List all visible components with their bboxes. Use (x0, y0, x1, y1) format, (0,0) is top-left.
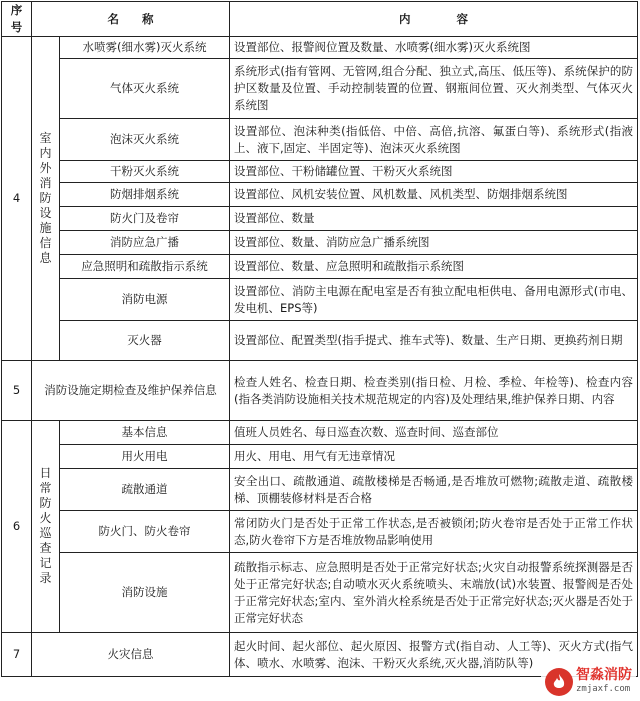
item-name: 疏散通道 (60, 469, 230, 511)
table-row (2, 207, 638, 231)
table-row (2, 445, 638, 469)
item-name: 消防设施定期检查及维护保养信息 (32, 361, 230, 421)
item-name: 泡沫灭火系统 (60, 119, 230, 161)
watermark (541, 667, 636, 697)
row-no: 6 (2, 421, 32, 633)
item-content: 检查人姓名、检查日期、检查类别(指日检、月检、季检、年检等)、检查内容(指各类消防设施相关技术规范规定的内容)及处理结果,维护保养日期、内容 (230, 361, 638, 421)
fire-info-table (1, 1, 638, 677)
table-row (2, 59, 638, 119)
table-row (2, 469, 638, 511)
table-header-row (2, 2, 638, 37)
item-name: 干粉灭火系统 (60, 161, 230, 183)
item-content: 起火时间、起火部位、起火原因、报警方式(指自动、人工等)、灭火方式(指气体、喷水、水喷雾、泡沫、干粉灭火系统,灭火器,消防队等) (230, 633, 638, 677)
item-name: 用火用电 (60, 445, 230, 469)
flame-icon (545, 668, 573, 696)
item-name: 应急照明和疏散指示系统 (60, 255, 230, 279)
table-row (2, 511, 638, 553)
table-row (2, 361, 638, 421)
table-row (2, 553, 638, 633)
header-no: 序号 (2, 2, 32, 37)
header-name: 名 称 (32, 2, 230, 37)
item-content: 常闭防火门是否处于正常工作状态,是否被锁闭;防火卷帘是否处于正常工作状态,防火卷帘下方是否堆放物品影响使用 (230, 511, 638, 553)
item-name: 消防设施 (60, 553, 230, 633)
item-content: 安全出口、疏散通道、疏散楼梯是否畅通,是否堆放可燃物;疏散走道、疏散楼梯、顶棚装修材料是否合格 (230, 469, 638, 511)
category-label: 室内外消防设施信息 (39, 130, 52, 265)
item-content: 设置部位、数量 (230, 207, 638, 231)
item-content: 设置部位、数量、应急照明和疏散指示系统图 (230, 255, 638, 279)
row-no: 7 (2, 633, 32, 677)
row-no: 5 (2, 361, 32, 421)
table-row (2, 255, 638, 279)
item-content: 设置部位、干粉储罐位置、干粉灭火系统图 (230, 161, 638, 183)
category-label: 日常防火巡查记录 (39, 466, 52, 585)
item-content: 设置部位、报警阀位置及数量、水喷雾(细水雾)灭火系统图 (230, 37, 638, 59)
table-row (2, 231, 638, 255)
watermark-title: 智淼消防 (576, 667, 632, 683)
watermark-url: zmjaxf.com (576, 684, 631, 694)
item-name: 基本信息 (60, 421, 230, 445)
table-row (2, 183, 638, 207)
item-content: 系统形式(指有管网、无管网,组合分配、独立式,高压、低压等)、系统保护的防护区数量及位置、手动控制装置的位置、钢瓶间位置、灭火剂类型、气体灭火系统图 (230, 59, 638, 119)
table-row (2, 321, 638, 361)
item-name: 水喷雾(细水雾)灭火系统 (60, 37, 230, 59)
item-name: 防火门、防火卷帘 (60, 511, 230, 553)
item-name: 防烟排烟系统 (60, 183, 230, 207)
item-name: 火灾信息 (32, 633, 230, 677)
header-content: 内 容 (230, 2, 638, 37)
item-content: 设置部位、数量、消防应急广播系统图 (230, 231, 638, 255)
item-name: 消防应急广播 (60, 231, 230, 255)
item-content: 设置部位、配置类型(指手提式、推车式等)、数量、生产日期、更换药剂日期 (230, 321, 638, 361)
table-row (2, 119, 638, 161)
item-content: 设置部位、消防主电源在配电室是否有独立配电柜供电、备用电源形式(市电、发电机、EPS等) (230, 279, 638, 321)
item-name: 灭火器 (60, 321, 230, 361)
item-content: 设置部位、泡沫种类(指低倍、中倍、高倍,抗溶、氟蛋白等)、系统形式(指液上、液下,固定、半固定等)、泡沫灭火系统图 (230, 119, 638, 161)
item-content: 值班人员姓名、每日巡查次数、巡查时间、巡查部位 (230, 421, 638, 445)
table-row (2, 161, 638, 183)
item-name: 气体灭火系统 (60, 59, 230, 119)
item-content: 设置部位、风机安装位置、风机数量、风机类型、防烟排烟系统图 (230, 183, 638, 207)
item-name: 消防电源 (60, 279, 230, 321)
item-content: 用火、用电、用气有无违章情况 (230, 445, 638, 469)
table-row (2, 279, 638, 321)
item-content: 疏散指示标志、应急照明是否处于正常完好状态;火灾自动报警系统探测器是否处于正常完好状态;自动喷水灭火系统喷头、末端放(试)水装置、报警阀是否处于正常完好状态;室内、室外消火栓系统是否处于正常完好状态;灭火器是否处于正常完好状态 (230, 553, 638, 633)
table-row (2, 37, 638, 59)
row-no: 4 (2, 37, 32, 361)
table-row (2, 421, 638, 445)
item-name: 防火门及卷帘 (60, 207, 230, 231)
